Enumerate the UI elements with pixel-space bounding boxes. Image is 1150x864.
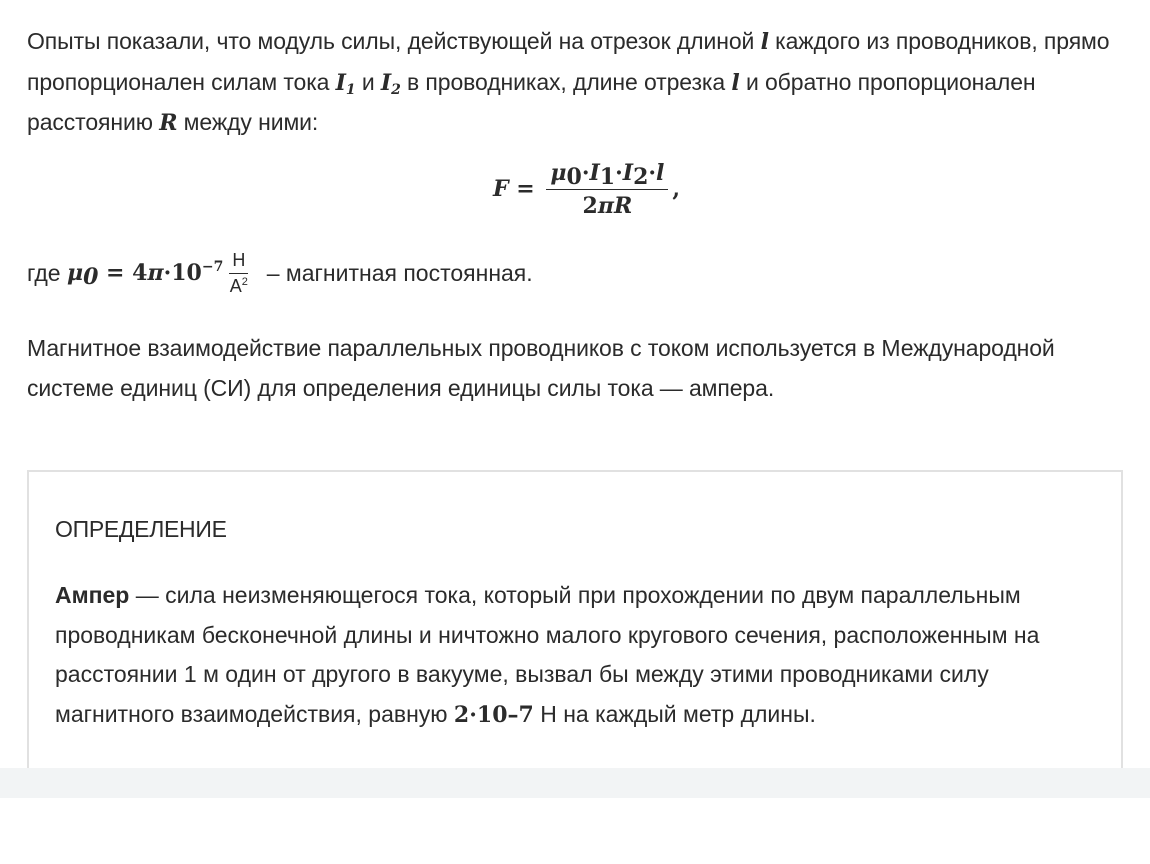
math-var-r: R bbox=[159, 110, 178, 136]
text-fragment: между ними: bbox=[177, 109, 319, 135]
paragraph-si-units: Магнитное взаимодействие параллельных проводников с током используется в Международной системе единиц (СИ) для определения единицы силы тока — ампера. bbox=[27, 335, 1055, 401]
unit-fraction bbox=[229, 250, 248, 297]
mu-pi: π bbox=[147, 260, 164, 286]
unit-denominator: $А^2$ bbox=[229, 275, 248, 296]
formula-fraction bbox=[546, 160, 668, 219]
text-fragment: в проводниках, длине отрезка bbox=[400, 68, 732, 95]
definition-title: ОПРЕДЕЛЕНИЕ bbox=[55, 516, 227, 542]
definition-text bbox=[55, 576, 1095, 735]
main-content bbox=[27, 22, 1127, 144]
mu-prefix: где bbox=[27, 259, 67, 286]
mu-dot: · bbox=[163, 260, 172, 286]
definition-tail: Н на каждый метр длины. bbox=[533, 700, 816, 727]
formula-lhs: F bbox=[493, 176, 509, 202]
formula-equals: = bbox=[508, 176, 543, 202]
math-var-l: l bbox=[760, 29, 769, 55]
text-fragment: Опыты показали, что модуль силы, действующей на отрезок длиной bbox=[27, 28, 761, 54]
definition-term: Ампер bbox=[55, 582, 130, 608]
bottom-band bbox=[0, 768, 1150, 798]
mu-coefficient: 4 bbox=[132, 260, 148, 286]
unit-numerator: Н bbox=[229, 250, 248, 274]
math-var-i2: $I_2$ bbox=[380, 69, 401, 98]
text-fragment: и bbox=[355, 68, 381, 95]
force-formula bbox=[493, 158, 680, 220]
paragraph-ampere-law bbox=[27, 22, 1127, 144]
mu-ten-power: $10^{-7}$ bbox=[171, 259, 224, 286]
text-fragment: и обратно пропорционален расстоянию bbox=[27, 68, 1036, 135]
mu-suffix: – магнитная постоянная. bbox=[260, 259, 533, 286]
definition-body: — сила неизменяющегося тока, который при прохождении по двум параллельным проводникам бесконечной длины и ничтожно малого кругового сечения, расположенным на расстоянии 1 м один от другого в вакууме, вызвал бы между этими проводниками силу магнитного взаимодействия, равную bbox=[55, 582, 1040, 727]
definition-box bbox=[27, 470, 1123, 790]
definition-value: 2·10–7 bbox=[453, 701, 534, 728]
mu-equals: = bbox=[98, 260, 133, 286]
formula-denominator: 2πR bbox=[582, 192, 633, 219]
text-fragment: каждого из проводников, прямо пропорционален силам тока bbox=[27, 28, 1110, 95]
math-var-i1: $I_1$ bbox=[335, 69, 356, 98]
magnetic-constant-line bbox=[27, 238, 533, 308]
formula-numerator: $\mu_0\cdot I_1\cdot I_2\cdot l$ bbox=[546, 160, 668, 190]
mu-symbol: $\mu_0$ bbox=[66, 260, 99, 290]
formula-comma: , bbox=[672, 176, 681, 202]
math-var-l: l bbox=[731, 69, 740, 96]
